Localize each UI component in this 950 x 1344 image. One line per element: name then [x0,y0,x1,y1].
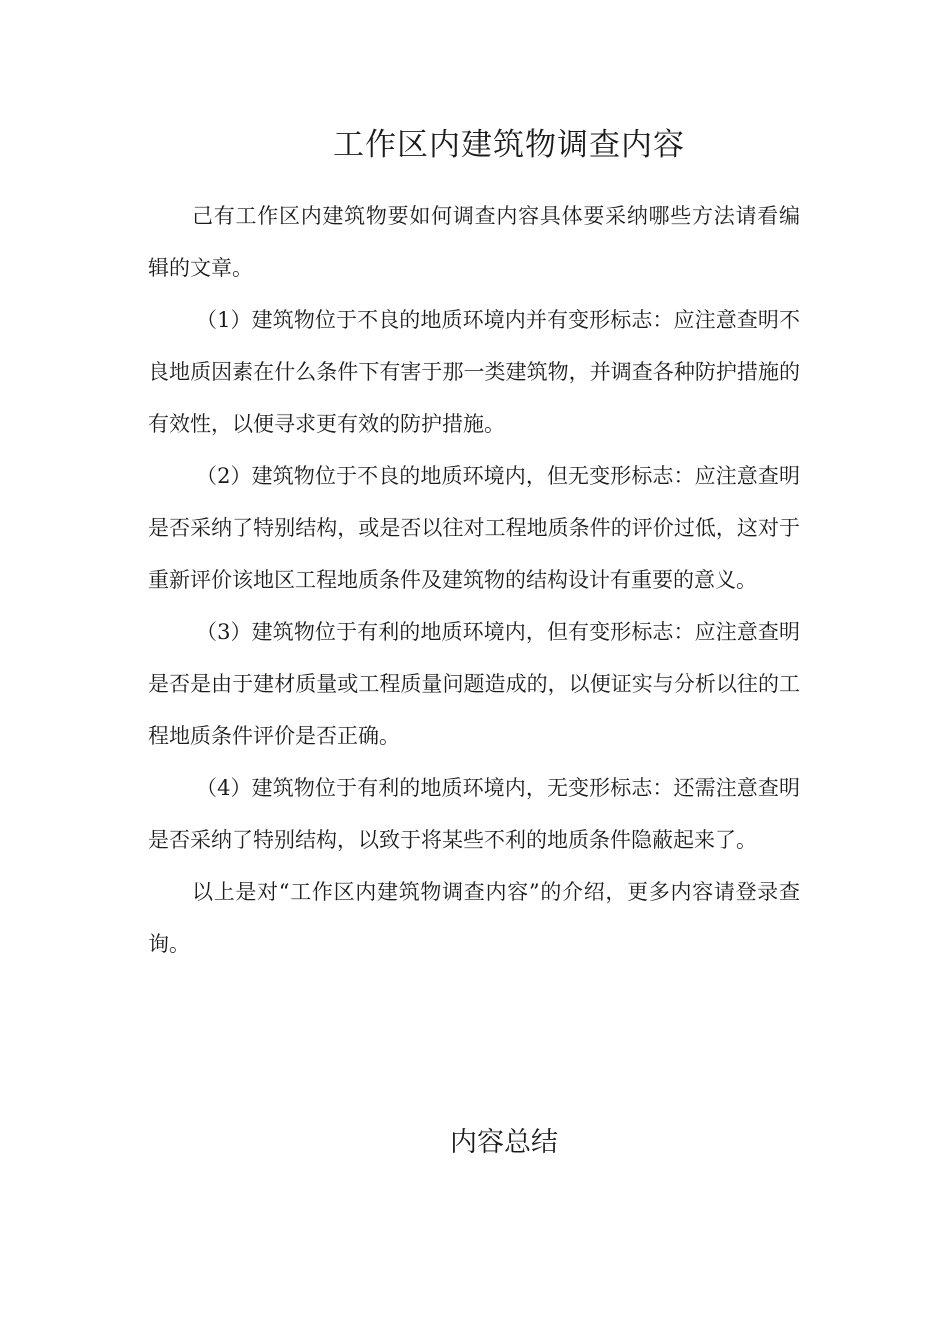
conclusion-paragraph: 以上是对“工作区内建筑物调查内容”的介绍，更多内容请登录查询。 [148,880,800,956]
intro-paragraph: 己有工作区内建筑物要如何调查内容具体要采纳哪些方法请看编辑的文章。 [148,204,800,280]
document-title: 工作区内建筑物调查内容 [333,127,685,163]
item-1-paragraph: （1）建筑物位于不良的地质环境内并有变形标志：应注意查明不良地质因素在什么条件下有害于那一类建筑物，并调查各种防护措施的有效性，以便寻求更有效的防护措施。 [148,308,800,436]
item-3-paragraph: （3）建筑物位于有利的地质环境内，但有变形标志：应注意查明是否是由于建材质量或工程质量问题造成的，以便证实与分析以往的工程地质条件评价是否正确。 [148,620,800,748]
item-4-paragraph: （4）建筑物位于有利的地质环境内，无变形标志：还需注意查明是否采纳了特别结构，以致于将某些不利的地质条件隐蔽起来了。 [148,776,800,852]
summary-heading: 内容总结 [450,1127,558,1158]
item-2-paragraph: （2）建筑物位于不良的地质环境内，但无变形标志：应注意查明是否采纳了特别结构，或是否以往对工程地质条件的评价过低，这对于重新评价该地区工程地质条件及建筑物的结构设计有重要的意义。 [148,464,800,592]
document-body [148,190,800,970]
